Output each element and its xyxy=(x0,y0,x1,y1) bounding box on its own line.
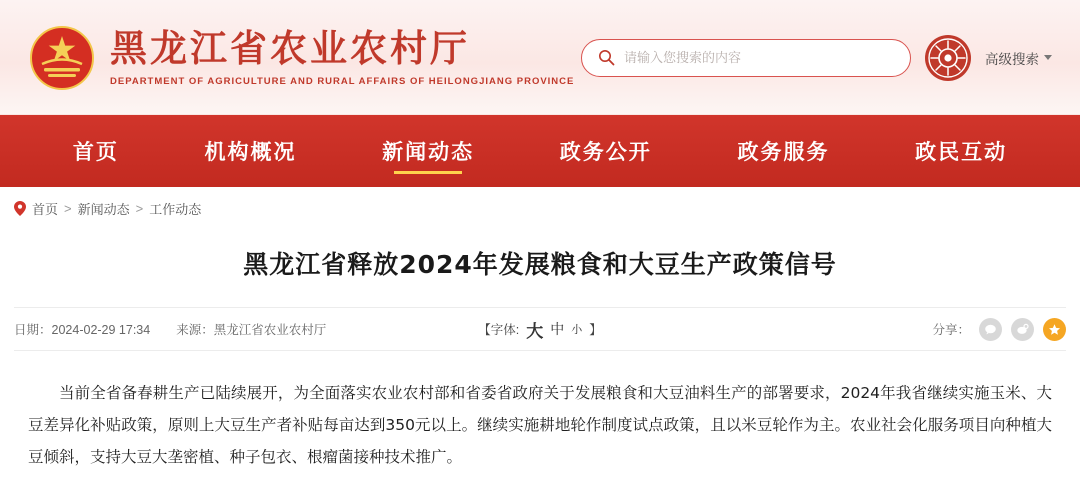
page-title: 黑龙江省释放2024年发展粮食和大豆生产政策信号 xyxy=(243,250,837,279)
article-meta-left xyxy=(14,320,326,338)
article-date-label: 日期： xyxy=(14,323,52,337)
favorite-star-icon[interactable] xyxy=(1043,318,1066,341)
font-size-prefix: 【字体: xyxy=(478,323,520,337)
article-date xyxy=(14,320,150,338)
header-right-group xyxy=(581,35,1052,81)
nav-item-public-interaction[interactable]: 政民互动 xyxy=(915,140,1008,164)
breadcrumb-item-home[interactable]: 首页 xyxy=(32,201,59,217)
nav-item-organization[interactable]: 机构概况 xyxy=(204,140,297,164)
search-box[interactable] xyxy=(581,39,911,77)
font-size-large-button[interactable]: 大 xyxy=(526,321,544,341)
site-subtitle: DEPARTMENT OF AGRICULTURE AND RURAL AFFAIRS OF HEILONGJIANG PROVINCE xyxy=(110,76,575,88)
nav-item-government-disclosure[interactable]: 政务公开 xyxy=(559,140,652,164)
main-navigation xyxy=(0,115,1080,187)
article-source xyxy=(176,320,326,338)
site-title-block xyxy=(110,28,574,88)
nav-item-news[interactable]: 新闻动态 xyxy=(356,115,500,187)
article-body xyxy=(14,351,1066,473)
share-label: 分享： xyxy=(932,323,970,337)
article-meta-bar xyxy=(14,307,1066,351)
search-icon xyxy=(598,49,616,66)
weibo-share-icon[interactable] xyxy=(1011,318,1034,341)
location-pin-icon xyxy=(14,201,26,216)
article-source-label: 来源： xyxy=(176,323,214,337)
nav-item-home[interactable]: 首页 xyxy=(72,140,119,164)
chevron-down-icon xyxy=(1044,55,1052,60)
share-group xyxy=(932,318,1066,341)
advanced-search-label: 高级搜索 xyxy=(985,51,1039,67)
breadcrumb-item-work-updates[interactable]: 工作动态 xyxy=(149,201,202,217)
site-title: 黑龙江省农业农村厅 xyxy=(110,26,470,70)
breadcrumb-separator: > xyxy=(135,200,144,216)
advanced-search-button[interactable] xyxy=(985,48,1052,68)
font-size-suffix: 】 xyxy=(589,323,602,337)
national-emblem-icon xyxy=(28,24,96,92)
article-date-value: 2024-02-29 17:34 xyxy=(51,323,151,337)
breadcrumb-separator: > xyxy=(64,200,72,216)
font-size-medium-button[interactable]: 中 xyxy=(550,321,565,337)
breadcrumb xyxy=(0,187,1080,229)
article-paragraph: 当前全省备春耕生产已陆续展开，为全面落实农业农村部和省委省政府关于发展粮食和大豆油料生产的部署要求，2024年我省继续实施玉米、大豆差异化补贴政策，原则上大豆生产者补贴每亩达到350元以上。继续实施耕地轮作制度试点政策，且以米豆轮作为主。农业社会化服务项目向种植大豆倾斜，支持大豆大垄密植、种子包衣、根瘤菌接种技术推广。 xyxy=(28,384,1052,466)
breadcrumb-item-news[interactable]: 新闻动态 xyxy=(77,201,130,217)
nav-item-government-services[interactable]: 政务服务 xyxy=(737,140,830,164)
article-source-value: 黑龙江省农业农村厅 xyxy=(213,323,327,337)
search-input[interactable] xyxy=(624,50,894,65)
seal-emblem-icon xyxy=(925,35,971,81)
wechat-share-icon[interactable] xyxy=(979,318,1002,341)
site-header xyxy=(0,0,1080,115)
article xyxy=(0,229,1080,473)
font-size-switcher xyxy=(478,317,602,342)
font-size-small-button[interactable]: 小 xyxy=(571,324,583,336)
